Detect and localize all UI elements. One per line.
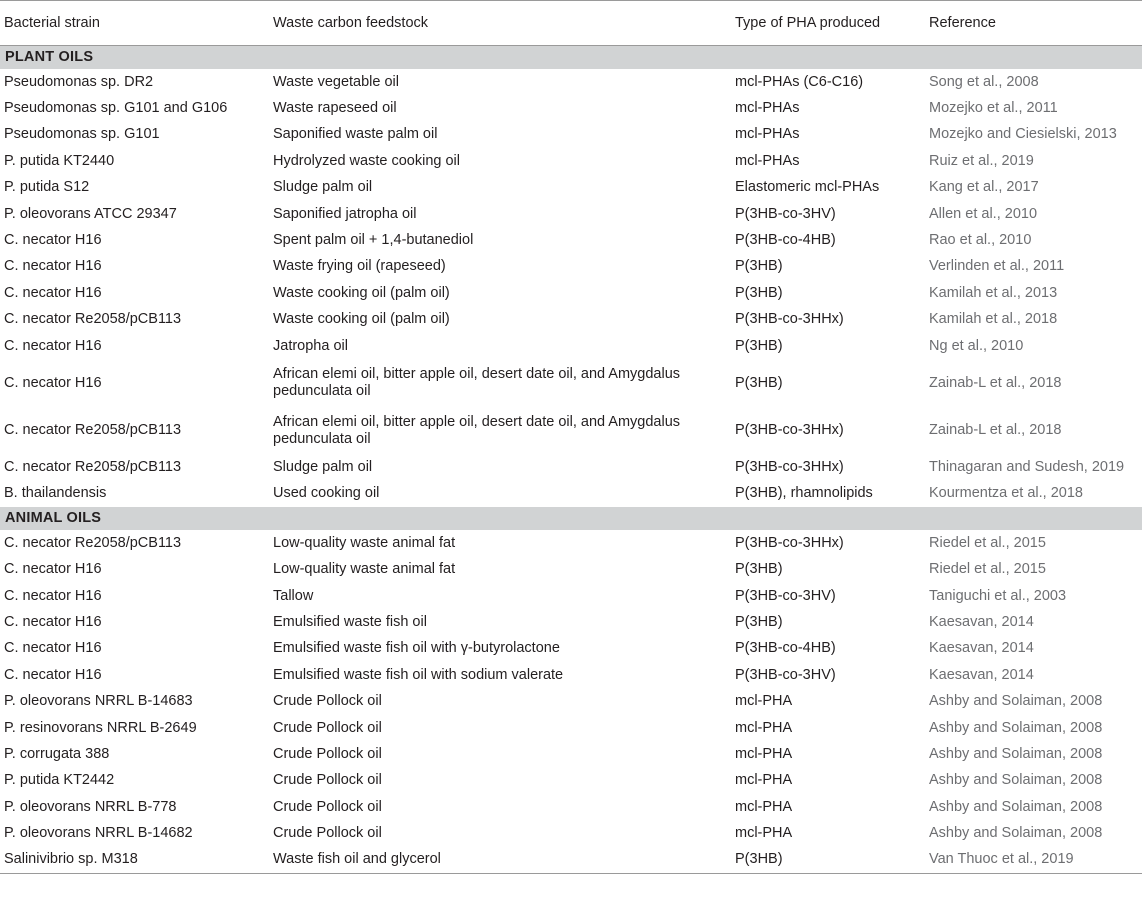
reference-cell: Ashby and Solaiman, 2008 (929, 719, 1103, 736)
strain-cell: Pseudomonas sp. DR2 (4, 73, 154, 90)
feedstock-cell: Crude Pollock oil (273, 745, 382, 762)
table-row (0, 201, 1142, 227)
pha-type-cell: Elastomeric mcl-PHAs (735, 179, 880, 196)
feedstock-cell: Emulsified waste fish oil (273, 613, 427, 630)
feedstock-cell: Sludge palm oil (273, 458, 373, 475)
reference-cell: Rao et al., 2010 (929, 232, 1032, 249)
strain-cell: C. necator H16 (4, 232, 102, 249)
reference-cell: Kaesavan, 2014 (929, 666, 1034, 683)
strain-cell: P. corrugata 388 (4, 745, 110, 762)
header-waste-carbon-feedstock: Waste carbon feedstock (273, 1, 735, 46)
feedstock-cell: Crude Pollock oil (273, 825, 382, 842)
reference-cell: Mozejko et al., 2011 (929, 100, 1058, 117)
feedstock-cell: Low-quality waste animal fat (273, 561, 456, 578)
feedstock-cell: Spent palm oil + 1,4-butanediol (273, 232, 474, 249)
table-row (0, 175, 1142, 201)
table-row (0, 847, 1142, 874)
table-row (0, 359, 1142, 407)
feedstock-cell: Waste vegetable oil (273, 73, 400, 90)
table-row (0, 662, 1142, 688)
feedstock-cell: Waste cooking oil (palm oil) (273, 284, 450, 301)
feedstock-cell: Crude Pollock oil (273, 772, 382, 789)
reference-cell: Ng et al., 2010 (929, 337, 1024, 354)
strain-cell: Pseudomonas sp. G101 (4, 126, 160, 143)
section-title: PLANT OILS (0, 46, 1142, 70)
feedstock-cell: Crude Pollock oil (273, 719, 382, 736)
table-row (0, 820, 1142, 846)
pha-type-cell: mcl-PHAs (735, 152, 800, 169)
feedstock-cell: Waste cooking oil (palm oil) (273, 311, 450, 328)
pha-type-cell: mcl-PHA (735, 693, 793, 710)
feedstock-cell: Emulsified waste fish oil with sodium valerate (273, 666, 564, 683)
strain-cell: P. resinovorans NRRL B-2649 (4, 719, 197, 736)
pha-type-cell: P(3HB) (735, 613, 783, 630)
reference-cell: Taniguchi et al., 2003 (929, 587, 1067, 604)
table-row (0, 254, 1142, 280)
pha-type-cell: mcl-PHAs (735, 100, 800, 117)
pha-type-cell: P(3HB) (735, 561, 783, 578)
feedstock-cell: Waste rapeseed oil (273, 100, 397, 117)
reference-cell: Kang et al., 2017 (929, 179, 1039, 196)
feedstock-cell: Waste fish oil and glycerol (273, 847, 735, 874)
header-bacterial-strain: Bacterial strain (0, 1, 273, 46)
reference-cell: Ashby and Solaiman, 2008 (929, 772, 1103, 789)
feedstock-cell: Crude Pollock oil (273, 798, 382, 815)
reference-cell: Mozejko and Ciesielski, 2013 (929, 126, 1117, 143)
reference-cell: Ashby and Solaiman, 2008 (929, 745, 1103, 762)
table-row (0, 583, 1142, 609)
pha-type-cell: P(3HB-co-3HV) (735, 587, 836, 604)
pha-type-cell: mcl-PHAs (C6-C16) (735, 73, 864, 90)
feedstock-cell: Low-quality waste animal fat (273, 534, 456, 551)
reference-cell: Zainab-L et al., 2018 (929, 374, 1062, 391)
pha-type-cell: P(3HB-co-3HHx) (735, 458, 844, 475)
table-row (0, 688, 1142, 714)
reference-cell: Kourmentza et al., 2018 (929, 485, 1083, 502)
pha-type-cell: P(3HB-co-3HHx) (735, 534, 844, 551)
reference-cell: Thinagaran and Sudesh, 2019 (929, 458, 1125, 475)
reference-cell: Ashby and Solaiman, 2008 (929, 798, 1103, 815)
pha-type-cell: P(3HB-co-3HV) (735, 666, 836, 683)
feedstock-cell: Sludge palm oil (273, 179, 373, 196)
feedstock-cell: Saponified waste palm oil (273, 126, 438, 143)
section-title: ANIMAL OILS (0, 507, 1142, 530)
pha-type-cell: P(3HB-co-3HHx) (735, 311, 844, 328)
table-row (0, 227, 1142, 253)
table-row (0, 333, 1142, 359)
reference-cell: Kamilah et al., 2013 (929, 284, 1058, 301)
feedstock-cell: African elemi oil, bitter apple oil, desert date oil, and Amygdalus pedunculata oil (273, 366, 681, 400)
reference-cell: Ruiz et al., 2019 (929, 152, 1034, 169)
pha-type-cell: mcl-PHA (735, 745, 793, 762)
pha-type-cell: P(3HB) (735, 258, 783, 275)
table-row (0, 530, 1142, 556)
strain-cell: P. oleovorans NRRL B-14683 (4, 693, 193, 710)
reference-cell: Kamilah et al., 2018 (929, 311, 1058, 328)
table-row (0, 636, 1142, 662)
pha-type-cell: mcl-PHA (735, 719, 793, 736)
reference-cell: Ashby and Solaiman, 2008 (929, 825, 1103, 842)
table-row (0, 280, 1142, 306)
feedstock-cell: Used cooking oil (273, 485, 380, 502)
table-row (0, 307, 1142, 333)
strain-cell: C. necator H16 (4, 587, 102, 604)
feedstock-cell: Emulsified waste fish oil with γ-butyrolactone (273, 640, 560, 657)
strain-cell: C. necator H16 (4, 284, 102, 301)
strain-cell: P. oleovorans NRRL B-14682 (4, 825, 193, 842)
strain-cell: P. oleovorans ATCC 29347 (4, 205, 177, 222)
reference-cell: Song et al., 2008 (929, 73, 1039, 90)
strain-cell: C. necator Re2058/pCB113 (4, 311, 182, 328)
table-row (0, 122, 1142, 148)
table-body (0, 46, 1142, 874)
reference-cell: Van Thuoc et al., 2019 (929, 847, 1142, 874)
table-row (0, 715, 1142, 741)
pha-type-cell: mcl-PHA (735, 772, 793, 789)
table-row (0, 794, 1142, 820)
pha-type-cell: P(3HB-co-3HHx) (735, 422, 844, 439)
table-row (0, 609, 1142, 635)
table-row (0, 741, 1142, 767)
pha-type-cell: P(3HB), rhamnolipids (735, 485, 873, 502)
table-header (0, 1, 1142, 46)
feedstock-cell: African elemi oil, bitter apple oil, desert date oil, and Amygdalus pedunculata oil (273, 413, 681, 447)
feedstock-cell: Tallow (273, 587, 314, 604)
strain-cell: C. necator Re2058/pCB113 (4, 458, 182, 475)
strain-cell: B. thailandensis (4, 485, 107, 502)
table-row (0, 95, 1142, 121)
strain-cell: P. putida KT2440 (4, 152, 115, 169)
feedstock-cell: Crude Pollock oil (273, 693, 382, 710)
strain-cell: C. necator H16 (4, 561, 102, 578)
feedstock-cell: Waste frying oil (rapeseed) (273, 258, 446, 275)
section-header-row (0, 46, 1142, 70)
table-row (0, 481, 1142, 507)
strain-cell: C. necator Re2058/pCB113 (4, 534, 182, 551)
reference-cell: Riedel et al., 2015 (929, 561, 1046, 578)
pha-type-cell: P(3HB-co-3HV) (735, 205, 836, 222)
feedstock-cell: Jatropha oil (273, 337, 348, 354)
strain-cell: P. putida S12 (4, 179, 90, 196)
pha-type-cell: P(3HB) (735, 847, 929, 874)
pha-type-cell: P(3HB) (735, 337, 783, 354)
pha-type-cell: mcl-PHAs (735, 126, 800, 143)
table-row (0, 768, 1142, 794)
pha-type-cell: P(3HB) (735, 284, 783, 301)
strain-cell: C. necator H16 (4, 666, 102, 683)
reference-cell: Zainab-L et al., 2018 (929, 422, 1062, 439)
table-row (0, 454, 1142, 480)
strain-cell: C. necator H16 (4, 640, 102, 657)
reference-cell: Riedel et al., 2015 (929, 534, 1046, 551)
header-type-of-pha: Type of PHA produced (735, 1, 929, 46)
table-row (0, 556, 1142, 582)
pha-type-cell: P(3HB-co-4HB) (735, 640, 836, 657)
reference-cell: Kaesavan, 2014 (929, 640, 1034, 657)
header-row (0, 1, 1142, 46)
strain-cell: C. necator Re2058/pCB113 (4, 422, 182, 439)
pha-type-cell: P(3HB) (735, 374, 783, 391)
reference-cell: Verlinden et al., 2011 (929, 258, 1065, 275)
strain-cell: Pseudomonas sp. G101 and G106 (4, 100, 228, 117)
reference-cell: Ashby and Solaiman, 2008 (929, 693, 1103, 710)
reference-cell: Allen et al., 2010 (929, 205, 1038, 222)
strain-cell: C. necator H16 (4, 374, 102, 391)
strain-cell: P. putida KT2442 (4, 772, 115, 789)
strain-cell: C. necator H16 (4, 613, 102, 630)
table-row (0, 148, 1142, 174)
strain-cell: C. necator H16 (4, 258, 102, 275)
section-header-row (0, 507, 1142, 530)
table-row (0, 407, 1142, 455)
header-reference: Reference (929, 1, 1142, 46)
feedstock-cell: Saponified jatropha oil (273, 205, 417, 222)
feedstock-cell: Hydrolyzed waste cooking oil (273, 152, 460, 169)
pha-type-cell: P(3HB-co-4HB) (735, 232, 836, 249)
reference-cell: Kaesavan, 2014 (929, 613, 1034, 630)
pha-type-cell: mcl-PHA (735, 798, 793, 815)
pha-type-cell: mcl-PHA (735, 825, 793, 842)
strain-cell: Salinivibrio sp. M318 (0, 847, 273, 874)
strain-cell: P. oleovorans NRRL B-778 (4, 798, 177, 815)
strain-cell: C. necator H16 (4, 337, 102, 354)
table-row (0, 69, 1142, 95)
